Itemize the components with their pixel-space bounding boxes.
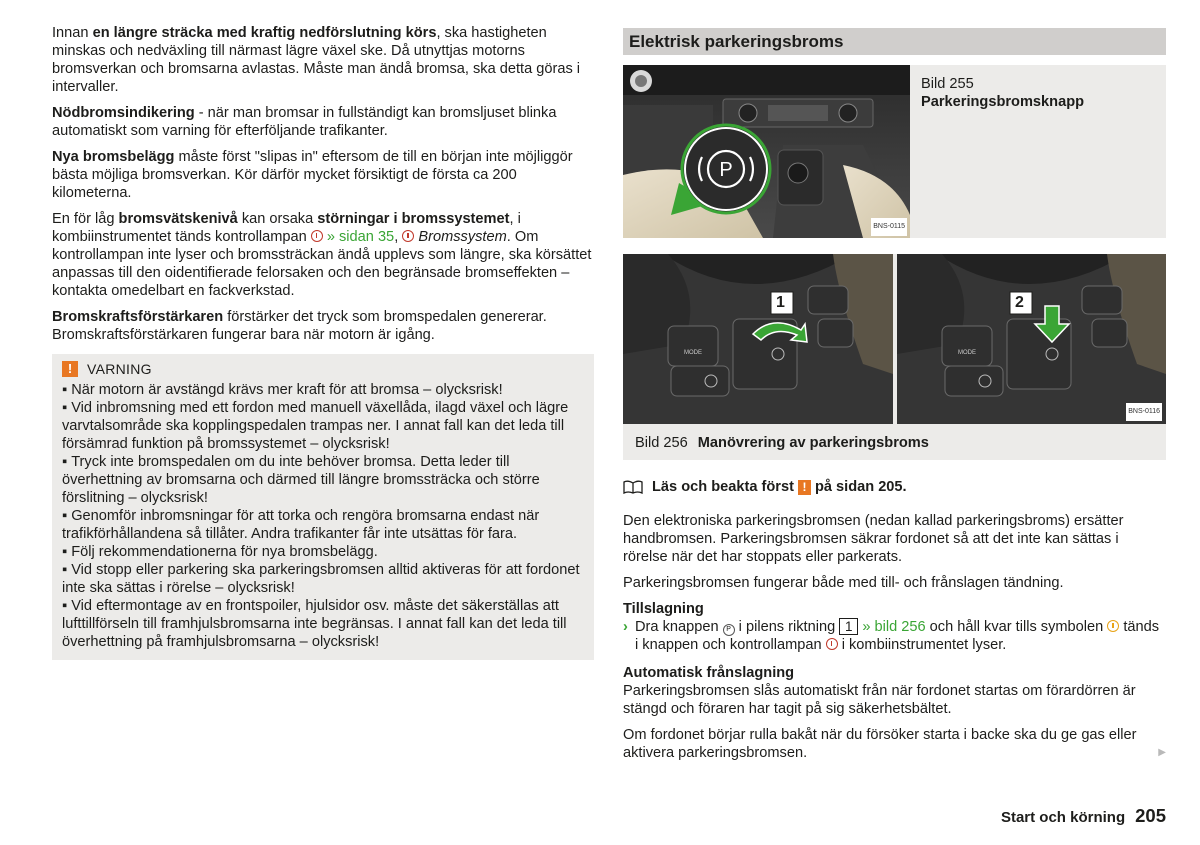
paragraph-downhill xyxy=(52,24,594,96)
warning-title: VARNING xyxy=(87,361,152,377)
brake-warning-icon xyxy=(311,230,323,242)
paragraph-intro: Den elektroniska parkeringsbromsen (nedan kallad parkeringsbroms) ersätter handbromsen. Parkeringsbromsen säkrar fordonet så att det inte kan sättas i rörelse när det har stoppats eller parkerats. xyxy=(623,513,1124,565)
text: - när man bromsar in fullständigt kan bromsljuset blinka automatiskt som varning för efterföljande trafikanter. xyxy=(52,105,557,139)
parking-button-icon: P xyxy=(723,624,735,636)
footer-section: Start och körning xyxy=(1000,809,1126,826)
text: tänds i knappen och kontrollampan xyxy=(635,619,1160,653)
console-panel-1 xyxy=(623,254,893,424)
figure-title: Parkeringsbromsknapp xyxy=(921,94,1085,110)
figure-255 xyxy=(623,65,1166,238)
figure-caption xyxy=(921,75,1084,111)
brake-warning-icon xyxy=(402,230,414,242)
step-2-label: 2 xyxy=(1015,294,1024,311)
text: Innan xyxy=(52,25,93,41)
warning-item: ▪ Tryck inte bromspedalen om du inte behöver bromsa. Detta leder till överhettning av bromsarna och därmed till längre bromssträcka och större förslitning – olycksrisk! xyxy=(62,453,582,507)
paragraph-auto-release: Parkeringsbromsen slås automatiskt från när fordonet startas om förardörren är stängd och föraren har tagit på sig säkerhetsbältet. xyxy=(623,683,1136,717)
instruction-step xyxy=(623,618,1166,654)
console-illustration xyxy=(623,254,1166,424)
warning-item: ▪ Vid stopp eller parkering ska parkeringsbromsen alltid aktiveras för att fordonet inte ska sättas i rörelse – olycksrisk! xyxy=(62,561,582,597)
text: , xyxy=(394,229,403,245)
warning-header xyxy=(62,359,582,379)
continue-arrow-icon: ▶ xyxy=(1158,747,1166,758)
section-title: Elektrisk parkeringsbroms xyxy=(623,28,1166,55)
text: och håll kvar tills symbolen xyxy=(925,619,1108,635)
heading-engage: Tillslagning xyxy=(623,601,704,617)
text: i pilens riktning xyxy=(734,619,840,635)
parking-brake-amber-icon xyxy=(1107,620,1119,632)
text: i kombiinstrumentet lyser. xyxy=(837,637,1007,653)
heading-auto-release: Automatisk frånslagning xyxy=(623,665,795,681)
paragraph-brake-fluid xyxy=(52,210,594,300)
dashboard-illustration xyxy=(623,65,910,238)
paragraph-ignition: Parkeringsbromsen fungerar både med till- och frånslagen tändning. xyxy=(623,575,1064,591)
step-text xyxy=(635,618,1166,654)
bold-text: störningar i bromssystemet xyxy=(317,211,510,227)
bold-text: Nödbromsindikering xyxy=(52,105,195,121)
paragraph-new-brake-pads xyxy=(52,148,594,202)
warning-icon: ! xyxy=(62,361,78,377)
left-column xyxy=(52,24,594,660)
book-icon xyxy=(623,480,643,494)
figure-number: Bild 255 xyxy=(921,76,974,92)
step-number-box: 1 xyxy=(839,618,858,635)
warning-box xyxy=(52,354,594,660)
warning-item: ▪ När motorn är avstängd krävs mer kraft för att bromsa – olycksrisk! xyxy=(62,381,582,399)
step-arrow-icon: › xyxy=(623,619,628,635)
figure-number: Bild 256 xyxy=(635,435,688,451)
bold-text: bromsvätskenivå xyxy=(118,211,238,227)
text: Dra knappen xyxy=(635,619,723,635)
console-panel-2 xyxy=(897,254,1166,424)
svg-text:MODE: MODE xyxy=(958,350,976,356)
warning-item: ▪ Genomför inbromsningar för att torka och rengöra bromsarna endast när trafikförhållandena så tillåter. Andra trafikanter får inte utsättas för fara. xyxy=(62,507,582,543)
paragraph-emergency-brake xyxy=(52,104,594,140)
page-link[interactable]: » sidan 35 xyxy=(326,229,395,245)
figure-caption xyxy=(635,434,929,452)
parking-brake-red-icon xyxy=(826,638,838,650)
read-first-text: Läs och beakta först xyxy=(652,479,794,495)
text: kan orsaka xyxy=(237,211,318,227)
figure-link[interactable]: » bild 256 xyxy=(862,619,926,635)
figure-title: Manövrering av parkeringsbroms xyxy=(697,435,929,451)
warning-item: ▪ Följ rekommendationerna för nya bromsbelägg. xyxy=(62,543,582,561)
text: förstärker det tryck som bromspedalen genererar. Bromskraftsförstärkaren fungerar bara när motorn är igång. xyxy=(52,309,547,343)
text: måste först "slipas in" eftersom de till en början inte möjliggör bästa möjliga bromsverkan. Kör därför mycket försiktigt de första ca 200 kilometerna. xyxy=(52,149,573,201)
page-number: 205 xyxy=(1135,805,1166,826)
bold-text: en längre sträcka med kraftig nedförslutning körs xyxy=(92,25,437,41)
right-column xyxy=(623,28,1166,770)
text: En för låg xyxy=(52,211,119,227)
paragraph-brake-booster xyxy=(52,308,594,344)
warning-item: ▪ Vid eftermontage av en frontspoiler, hjulsidor osv. måste det säkerställas att lufttillförseln till framhjulsbromsarna inte begränsas. I annat fall kan det leda till överhettning på framhjulsbromsarna – olycksrisk! xyxy=(62,597,582,651)
image-code: BNS-0115 xyxy=(871,218,907,236)
text: . Om kontrollampan inte lyser och bromssträckan ändå upplevs som längre, ska körsättet anpassas till den oidentifierade felorsaken och den begränsade bromseffekten – kontakta omedelbart en fackverkstad. xyxy=(52,229,592,299)
warning-item: ▪ Vid inbromsning med ett fordon med manuell växellåda, ilagd växel och lägre varvtalsområde ska kopplingspedalen trampas ner. I annat fall kan det leda till försämrad funktion på bromssystemet – olycksrisk! xyxy=(62,399,582,453)
text: , ska hastigheten minskas och nedväxling till närmast lägre växel ske. Då utnyttjas motorns bromsverkan och bromsarna avlastas. Måste man ändå bromsa, ska detta göras i intervaller. xyxy=(52,25,581,95)
bold-text: Nya bromsbelägg xyxy=(52,149,175,165)
italic-text: Bromssystem xyxy=(418,229,507,245)
read-first-note xyxy=(623,478,1166,496)
step-1-label: 1 xyxy=(776,294,785,311)
image-code: BNS-0116 xyxy=(1126,403,1162,421)
paragraph-hill-start: Om fordonet börjar rulla bakåt när du försöker starta i backe ska du ge gas eller aktivera parkeringsbromsen. xyxy=(623,727,1137,761)
warning-icon: ! xyxy=(798,480,811,495)
svg-text:P: P xyxy=(719,159,733,181)
read-first-page-ref[interactable]: på sidan 205. xyxy=(814,479,907,495)
figure-256 xyxy=(623,254,1166,460)
bold-text: Bromskraftsförstärkaren xyxy=(52,309,224,325)
text: , i kombiinstrumentet tänds kontrollampan xyxy=(52,211,521,245)
page-footer xyxy=(1001,805,1166,827)
svg-text:MODE: MODE xyxy=(684,350,702,356)
